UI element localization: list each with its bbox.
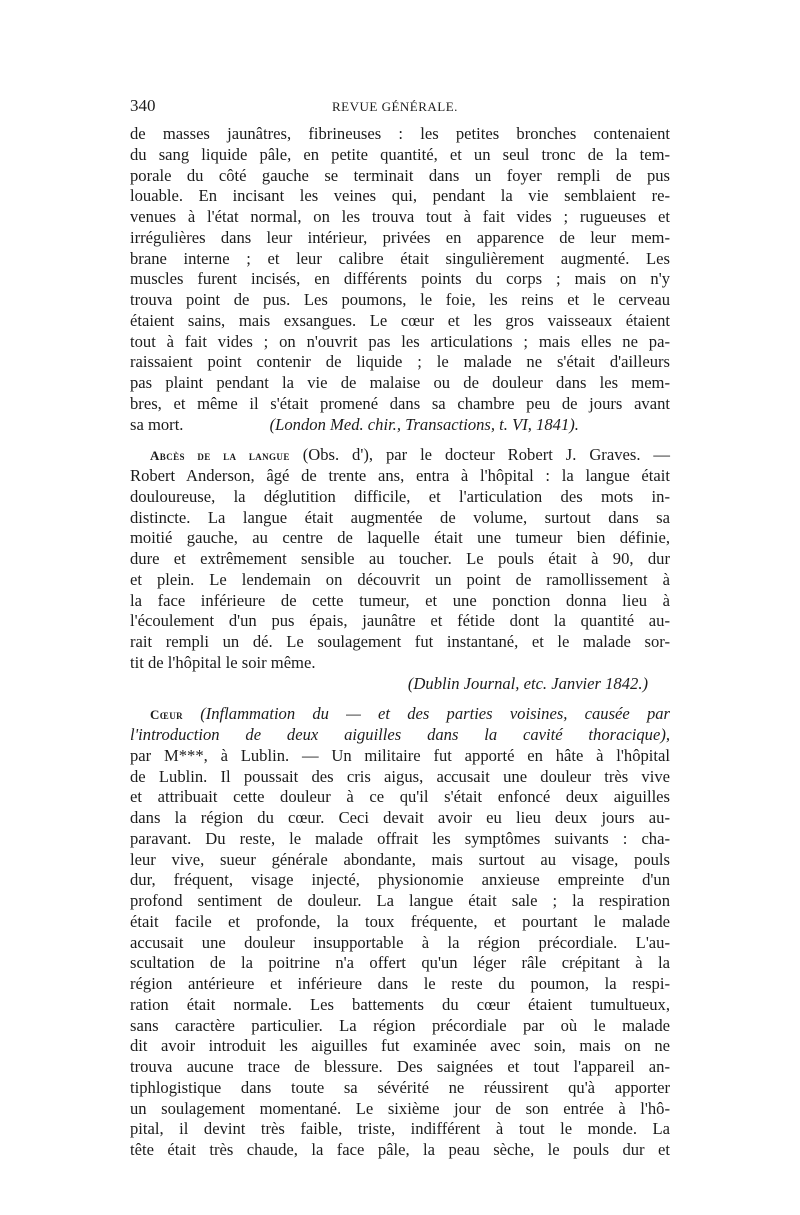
text-line: muscles furent incisés, en différents points du corps ; mais on n'y (130, 269, 670, 289)
article-heading-line (130, 445, 670, 466)
text-line: tiphlogistique dans toute sa sévérité ne réussirent qu'à apporter (130, 1077, 670, 1097)
text-line: la face inférieure de cette tumeur, et une ponction donna lieu à (130, 590, 670, 610)
text-line: de masses jaunâtres, fibrineuses : les petites bronches contenaient (130, 124, 670, 143)
article-title-rest: (Obs. d'), par le docteur Robert J. Graves. — (302, 445, 670, 465)
body-text (130, 124, 670, 1161)
text-line: brane interne ; et leur calibre était singulièrement augmenté. Les (130, 248, 670, 268)
citation-line (130, 415, 670, 436)
text-line: distincte. La langue était augmentée de volume, surtout dans sa (130, 507, 670, 527)
text-line: et plein. Le lendemain on découvrit un point de ramollissement à (130, 569, 670, 589)
page-number: 340 (130, 96, 156, 115)
article-title: Cœur (150, 707, 183, 723)
text-line: dure et extrêmement sensible au toucher. Le pouls était à 90, dur (130, 549, 670, 568)
text-line: était facile et profonde, la toux fréquente, et pourtant le malade (130, 911, 670, 931)
text-line: dur, fréquent, visage injecté, physionomie anxieuse empreinte d'un (130, 870, 670, 890)
text-line: tête était très chaude, la face pâle, la peau sèche, le pouls dur et (130, 1140, 670, 1159)
text-line: douloureuse, la déglutition difficile, et l'articulation des mots in- (130, 486, 670, 506)
text-line: venues à l'état normal, on les trouva tout à fait vides ; rugueuses et (130, 207, 670, 226)
text-line: scultation de la poitrine n'a offert qu'un léger râle crépitant à la (130, 953, 670, 973)
article-title-rest: (Inflammation du — et des parties voisines, causée par (200, 704, 670, 724)
text-line: Robert Anderson, âgé de trente ans, entra à l'hôpital : la langue était (130, 466, 670, 485)
text-line: bres, et même il s'était promené dans sa chambre peu de jours avant (130, 393, 670, 413)
text-line: raissaient point contenir de liquide ; le malade ne s'était d'ailleurs (130, 352, 670, 372)
citation: (Dublin Journal, etc. Janvier 1842.) (407, 673, 648, 693)
text-line: et attribuait cette douleur à ce qu'il s'était enfoncé deux aiguilles (130, 787, 670, 807)
text-line: région antérieure et inférieure dans le reste du poumon, la respi- (130, 974, 670, 993)
text-line: dans la région du cœur. Ceci devait avoir eu lieu deux jours au- (130, 808, 670, 827)
article-title: Abcès de la langue (150, 448, 290, 464)
citation: (London Med. chir., Transactions, t. VI, 1841). (269, 414, 579, 434)
text-line: tout à fait vides ; on n'ouvrit pas les articulations ; mais elles ne pa- (130, 331, 670, 351)
text-line: trouva aucune trace de blessure. Des saignées et tout l'appareil an- (130, 1057, 670, 1076)
text-line: du sang liquide pâle, en petite quantité, et un seul tronc de la tem- (130, 144, 670, 164)
text-line: pas plaint pendant la vie de malaise ou de douleur dans les mem- (130, 373, 670, 392)
text-line: de Lublin. Il poussait des cris aigus, accusait une douleur très vive (130, 766, 670, 786)
paragraph-heart-needles (130, 704, 670, 1161)
text-line: par M***, à Lublin. — Un militaire fut apporté en hâte à l'hôpital (130, 745, 670, 765)
text-line: irrégulières dans leur intérieur, privées en apparence de leur mem- (130, 227, 670, 247)
text-line: dit avoir introduit les aiguilles fut examinée avec soin, mais on ne (130, 1036, 670, 1056)
text-line: porale du côté gauche se terminait dans un foyer rempli de pus (130, 165, 670, 185)
page-header (127, 96, 677, 120)
text-line: l'introduction de deux aiguilles dans la cavité thoracique), (130, 725, 670, 744)
text-line: étaient sains, mais exsangues. Le cœur et les gros vaisseaux étaient (130, 310, 670, 330)
text-fragment: sa mort. (130, 414, 184, 434)
text-line: louable. En incisant les veines qui, pendant la vie semblaient re- (130, 186, 670, 206)
paragraph-veins-case (130, 124, 670, 435)
text-line: tit de l'hôpital le soir même. (130, 652, 316, 672)
paragraph-tongue-abscess (130, 445, 670, 694)
text-line: un soulagement momentané. Le sixième jour de son entrée à l'hô- (130, 1098, 670, 1118)
text-line: ration était normale. Les battements du cœur étaient tumultueux, (130, 994, 670, 1014)
text-line: pital, il devint très faible, triste, indifférent à tout le monde. La (130, 1119, 670, 1139)
text-line: l'écoulement d'un pus épais, jaunâtre et fétide dont la quantité au- (130, 611, 670, 631)
running-head: REVUE GÉNÉRALE. (332, 99, 458, 114)
text-line: leur vive, sueur générale abondante, mais surtout au visage, pouls (130, 849, 670, 869)
text-line: moitié gauche, au centre de laquelle était une tumeur bien définie, (130, 528, 670, 548)
text-line: trouva point de pus. Les poumons, le foie, les reins et le cerveau (130, 290, 670, 309)
text-line: accusait une douleur insupportable à la région précordiale. L'au- (130, 932, 670, 952)
article-heading-line (130, 704, 670, 725)
text-line: paravant. Du reste, le malade offrait les symptômes suivants : cha- (130, 828, 670, 848)
text-line: profond sentiment de douleur. La langue était sale ; la respiration (130, 891, 670, 910)
text-line: sans caractère particulier. La région précordiale par où le malade (130, 1015, 670, 1035)
text-line: rait rempli un dé. Le soulagement fut instantané, et le malade sor- (130, 632, 670, 651)
